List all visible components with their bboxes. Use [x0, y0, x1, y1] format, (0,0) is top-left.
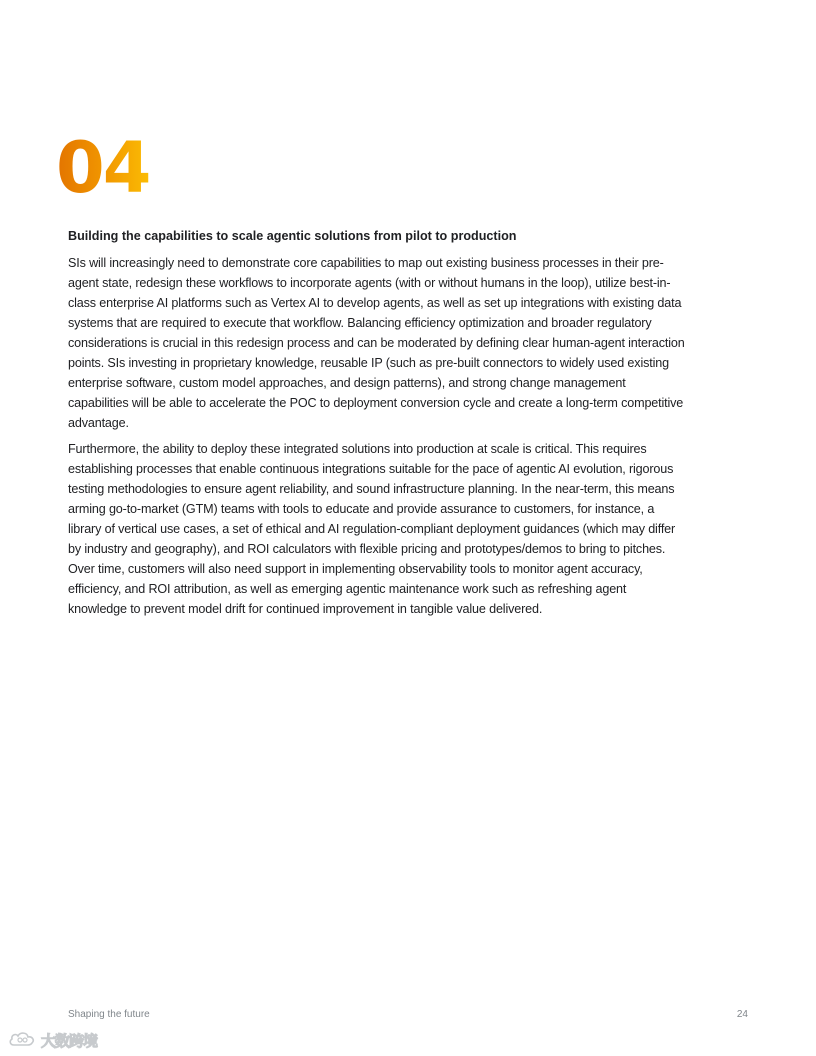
section-number: 04 — [56, 127, 150, 209]
section-heading: Building the capabilities to scale agentic solutions from pilot to production — [68, 229, 517, 243]
cloud-logo-icon — [8, 1030, 38, 1050]
body-paragraph-2: Furthermore, the ability to deploy these integrated solutions into production at scale is critical. This requires establishing processes that enable continuous integrations suitable for the pace of agentic AI evolution, rigorous testing methodologies to ensure agent reliability, and sound infrastructure planning. In the near-term, this means arming go-to-market (GTM) teams with tools to educate and provide assurance to customers, for instance, a library of vertical use cases, a set of ethical and AI regulation-compliant deployment guidances (which may differ by industry and geography), and ROI calculators with flexible pricing and prototypes/demos to bring to pitches. Over time, customers will also need support in implementing observability tools to monitor agent accuracy, efficiency, and ROI attribution, as well as emerging agentic maintenance work such as refreshing agent knowledge to prevent model drift for continued improvement in tangible value delivered. — [68, 442, 676, 616]
watermark-text: 大数跨境 — [41, 1031, 98, 1050]
footer-title: Shaping the future — [68, 1009, 150, 1020]
body-paragraph-1: SIs will increasingly need to demonstrate core capabilities to map out existing business processes in their pre-agent state, redesign these workflows to incorporate agents (with or without humans in the loop), utilize best-in-class enterprise AI platforms such as Vertex AI to develop agents, as well as set up integrations with existing data systems that are required to execute that workflow. Balancing efficiency optimization and broader regulatory considerations is crucial in this redesign process and can be moderated by defining clear human-agent interaction points. SIs investing in proprietary knowledge, reusable IP (such as pre-built connectors to widely used existing enterprise software, custom model approaches, and design patterns), and strong change management capabilities will be able to accelerate the POC to deployment conversion cycle and create a long-term competitive advantage. — [68, 256, 685, 430]
page-number: 24 — [736, 1009, 748, 1020]
watermark — [8, 1028, 97, 1052]
section-content — [68, 226, 686, 625]
